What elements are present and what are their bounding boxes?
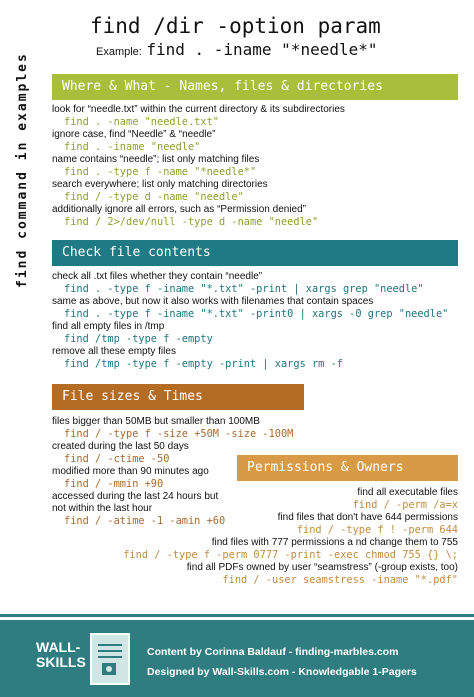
footer-credits xyxy=(147,642,417,682)
example-label: Example: xyxy=(96,46,142,58)
item-description: additionally ignore all errors, such as “Permission denied” xyxy=(52,204,307,215)
item-command: find . -type f -name "*needle*" xyxy=(64,166,257,178)
page-title: find /dir -option param xyxy=(90,14,381,38)
example-line xyxy=(96,40,378,60)
item-command: find . -iname "needle" xyxy=(64,141,201,153)
item-description: modified more than 90 minutes ago xyxy=(52,466,209,477)
item-description: ignore case, find “Needle” & “needle” xyxy=(52,129,216,140)
example-command: find . -iname "*needle*" xyxy=(146,40,378,59)
item-description: find files that don't have 644 permissions xyxy=(277,512,458,523)
item-description: search everywhere; list only matching directories xyxy=(52,179,268,190)
content-credit: Content by Corinna Baldauf - finding-marbles.com xyxy=(147,646,399,658)
item-description: find all executable files xyxy=(357,487,458,498)
section-permissions xyxy=(38,487,458,587)
item-command: find / -type f ! -perm 644 xyxy=(296,524,458,536)
section-header-contents: Check file contents xyxy=(52,240,458,266)
section-where xyxy=(52,104,462,229)
item-command: find . -type f -iname "*.txt" -print | xargs grep "needle" xyxy=(64,283,424,295)
item-command: find / -perm /a=x xyxy=(352,499,458,511)
content-author-link[interactable]: Corinna Baldauf - finding-marbles.com xyxy=(204,646,399,658)
item-description: name contains “needle”; list only matching files xyxy=(52,154,260,165)
section-contents xyxy=(52,271,462,371)
section-header-permissions: Permissions & Owners xyxy=(237,455,458,481)
document-logo-icon xyxy=(90,633,130,685)
item-description: find files with 777 permissions a nd change them to 755 xyxy=(211,537,458,548)
section-header-sizes: File sizes & Times xyxy=(52,384,304,410)
item-command: find / -type f -perm 0777 -print -exec chmod 755 {} \; xyxy=(123,549,458,561)
item-command: find . -name "needle.txt" xyxy=(64,116,219,128)
item-description: same as above, but now it also works with filenames that contain spaces xyxy=(52,296,374,307)
brand-line-1: WALL- xyxy=(36,639,81,655)
item-command: find / -type f -size +50M -size -100M xyxy=(64,428,294,440)
item-command: find / -atime -1 -amin +60 xyxy=(64,515,226,527)
item-description: remove all these empty files xyxy=(52,346,176,357)
item-description: files bigger than 50MB but smaller than 100MB xyxy=(52,416,260,427)
item-command: find / -user seamstress -iname "*.pdf" xyxy=(222,574,458,586)
footer-divider xyxy=(0,614,474,617)
item-description: find all empty files in /tmp xyxy=(52,321,165,332)
item-command: find / -ctime -50 xyxy=(64,453,170,465)
designed-credit: Designed by Wall-Skills.com - Knowledgable 1-Pagers xyxy=(147,666,417,678)
item-description: accessed during the last 24 hours but xyxy=(52,491,219,502)
item-command: find /tmp -type f -empty xyxy=(64,333,213,345)
item-description: look for “needle.txt” within the current directory & its subdirectories xyxy=(52,104,345,115)
brand-wordmark xyxy=(36,640,86,670)
section-header-where: Where & What - Names, files & directories xyxy=(52,74,458,100)
item-command: find / -mmin +90 xyxy=(64,478,164,490)
item-description: not within the last hour xyxy=(52,503,153,514)
item-command: find . -type f -iname "*.txt" -print0 | xargs -0 grep "needle" xyxy=(64,308,449,320)
item-description: check all .txt files whether they contain “needle” xyxy=(52,271,263,282)
item-command: find / 2>/dev/null -type d -name "needle" xyxy=(64,216,319,228)
designed-by-link[interactable]: Wall-Skills.com - Knowledgable 1-Pagers xyxy=(212,666,417,678)
item-description: created during the last 50 days xyxy=(52,441,189,452)
item-command: find /tmp -type f -empty -print | xargs rm -f xyxy=(64,358,343,370)
item-description: find all PDFs owned by user “seamstress” (-group exists, too) xyxy=(186,562,458,573)
item-command: find / -type d -name "needle" xyxy=(64,191,244,203)
brand-line-2: SKILLS xyxy=(36,654,86,670)
